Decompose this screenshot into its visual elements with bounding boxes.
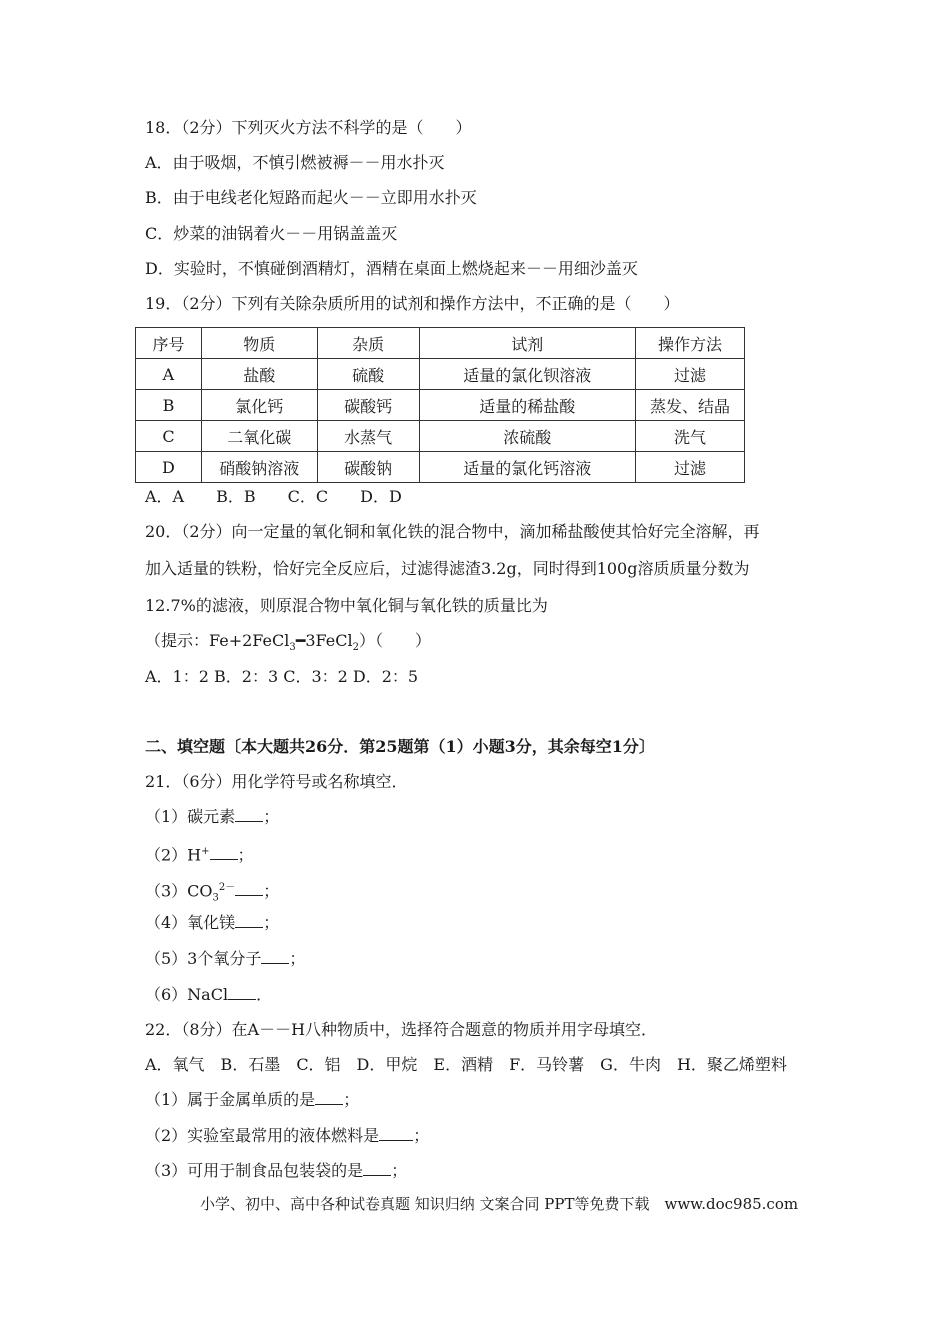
table-row xyxy=(136,359,745,390)
table-header-cell: 物质 xyxy=(201,328,317,359)
item-text: （1）碳元素 xyxy=(145,807,236,826)
item-sup: 2－ xyxy=(218,882,236,893)
hint-sub: 2 xyxy=(352,642,359,654)
answer-blank[interactable] xyxy=(379,1126,413,1141)
q21-item3 xyxy=(145,878,279,909)
q18-option-d: D．实验时，不慎碰倒酒精灯，酒精在桌面上燃烧起来－－用细沙盖灭 xyxy=(145,259,638,278)
answer-blank[interactable] xyxy=(315,1090,343,1105)
q20-line3: 12.7%的滤液，则原混合物中氧化铜与氧化铁的质量比为 xyxy=(145,596,548,615)
table-cell: 硝酸钠溶液 xyxy=(201,452,317,483)
item-text: （1）属于金属单质的是 xyxy=(145,1090,316,1109)
hint-text: ）（ ） xyxy=(358,631,431,650)
table-cell: 水蒸气 xyxy=(317,421,419,452)
q22-item1 xyxy=(145,1090,359,1110)
q21-item6 xyxy=(145,985,272,1005)
answer-blank[interactable] xyxy=(363,1161,391,1176)
q19-answers: A．A B．B C．C D．D xyxy=(145,487,402,506)
table-cell: 过滤 xyxy=(636,452,745,483)
punct: ； xyxy=(289,949,306,968)
section-title: 二、填空题〔本大题共26分．第25题第（1）小题3分，其余每空1分〕 xyxy=(145,737,655,756)
answer-blank[interactable] xyxy=(210,845,238,860)
answer-blank[interactable] xyxy=(235,881,263,896)
item-sup: + xyxy=(201,846,210,857)
table-cell: 盐酸 xyxy=(201,359,317,390)
q20-hint xyxy=(145,631,431,658)
q18-option-a: A．由于吸烟，不慎引燃被褥－－用水扑灭 xyxy=(145,153,445,172)
q21-item1 xyxy=(145,807,279,827)
table-cell: A xyxy=(136,359,202,390)
table-cell: 适量的氯化钡溶液 xyxy=(419,359,636,390)
table-cell: C xyxy=(136,421,202,452)
q22-item2 xyxy=(145,1126,429,1146)
table-cell: 适量的氯化钙溶液 xyxy=(419,452,636,483)
answer-blank[interactable] xyxy=(235,807,263,822)
table-cell: B xyxy=(136,390,202,421)
table-header-cell: 操作方法 xyxy=(636,328,745,359)
table-row xyxy=(136,421,745,452)
answer-blank[interactable] xyxy=(261,949,289,964)
table-cell: 碳酸钙 xyxy=(317,390,419,421)
hint-text: （提示：Fe+2FeCl xyxy=(145,631,290,650)
table-cell: 适量的稀盐酸 xyxy=(419,390,636,421)
item-sub: 3 xyxy=(212,892,219,904)
q19-table xyxy=(135,327,745,483)
table-cell: 蒸发、结晶 xyxy=(636,390,745,421)
item-text: （2）H xyxy=(145,845,202,865)
hint-text: ━3FeCl xyxy=(295,631,353,650)
q18-option-b: B．由于电线老化短路而起火－－立即用水扑灭 xyxy=(145,188,477,207)
punct: ； xyxy=(343,1090,360,1109)
q20-line2: 加入适量的铁粉，恰好完全反应后，过滤得滤渣3.2g，同时得到100g溶质质量分数为 xyxy=(145,559,750,578)
punct: ． xyxy=(256,985,273,1004)
table-header-cell: 试剂 xyxy=(419,328,636,359)
punct: ； xyxy=(263,913,280,932)
q21-item2 xyxy=(145,842,254,865)
q20-line1: 20．（2分）向一定量的氧化铜和氧化铁的混合物中，滴加稀盐酸使其恰好完全溶解，再 xyxy=(145,522,760,541)
table-cell: 碳酸钠 xyxy=(317,452,419,483)
q20-answers: A．1：2 B．2：3 C．3：2 D．2：5 xyxy=(145,667,419,686)
q21-item4 xyxy=(145,913,279,933)
table-header-cell: 序号 xyxy=(136,328,202,359)
table-cell: 洗气 xyxy=(636,421,745,452)
q18-option-c: C．炒菜的油锅着火－－用锅盖盖灭 xyxy=(145,224,398,243)
item-text: （3）CO xyxy=(145,881,213,901)
q22-stem: 22．（8分）在A－－H八种物质中，选择符合题意的物质并用字母填空． xyxy=(145,1020,658,1039)
q22-options: A．氧气 B．石墨 C．铝 D．甲烷 E．酒精 F．马铃薯 G．牛肉 H．聚乙烯塑料 xyxy=(145,1055,787,1074)
item-text: （5）3个氧分子 xyxy=(145,949,262,968)
answer-blank[interactable] xyxy=(228,985,256,1000)
table-row xyxy=(136,452,745,483)
q21-stem: 21．（6分）用化学符号或名称填空． xyxy=(145,772,408,791)
punct: ； xyxy=(391,1161,408,1180)
punct: ； xyxy=(263,881,280,901)
table-header-row xyxy=(136,328,745,359)
item-text: （6）NaCl xyxy=(145,985,229,1004)
item-text: （2）实验室最常用的液体燃料是 xyxy=(145,1126,380,1145)
punct: ； xyxy=(413,1126,430,1145)
table-cell: 浓硫酸 xyxy=(419,421,636,452)
item-text: （4）氧化镁 xyxy=(145,913,236,932)
punct: ； xyxy=(237,845,254,865)
table-row xyxy=(136,390,745,421)
q21-item5 xyxy=(145,949,305,969)
table-cell: 二氧化碳 xyxy=(201,421,317,452)
table-cell: 过滤 xyxy=(636,359,745,390)
table-cell: D xyxy=(136,452,202,483)
punct: ； xyxy=(263,807,280,826)
hint-sub: 3 xyxy=(289,642,296,654)
item-text: （3）可用于制食品包装袋的是 xyxy=(145,1161,364,1180)
q18-stem: 18．（2分）下列灭火方法不科学的是（ ） xyxy=(145,118,472,137)
table-header-cell: 杂质 xyxy=(317,328,419,359)
table-cell: 硫酸 xyxy=(317,359,419,390)
answer-blank[interactable] xyxy=(235,913,263,928)
q22-item3 xyxy=(145,1161,407,1181)
table-cell: 氯化钙 xyxy=(201,390,317,421)
q19-stem: 19．（2分）下列有关除杂质所用的试剂和操作方法中，不正确的是（ ） xyxy=(145,294,680,313)
page-footer: 小学、初中、高中各种试卷真题 知识归纳 文案合同 PPT等免费下载 www.doc985.com xyxy=(200,1195,799,1213)
